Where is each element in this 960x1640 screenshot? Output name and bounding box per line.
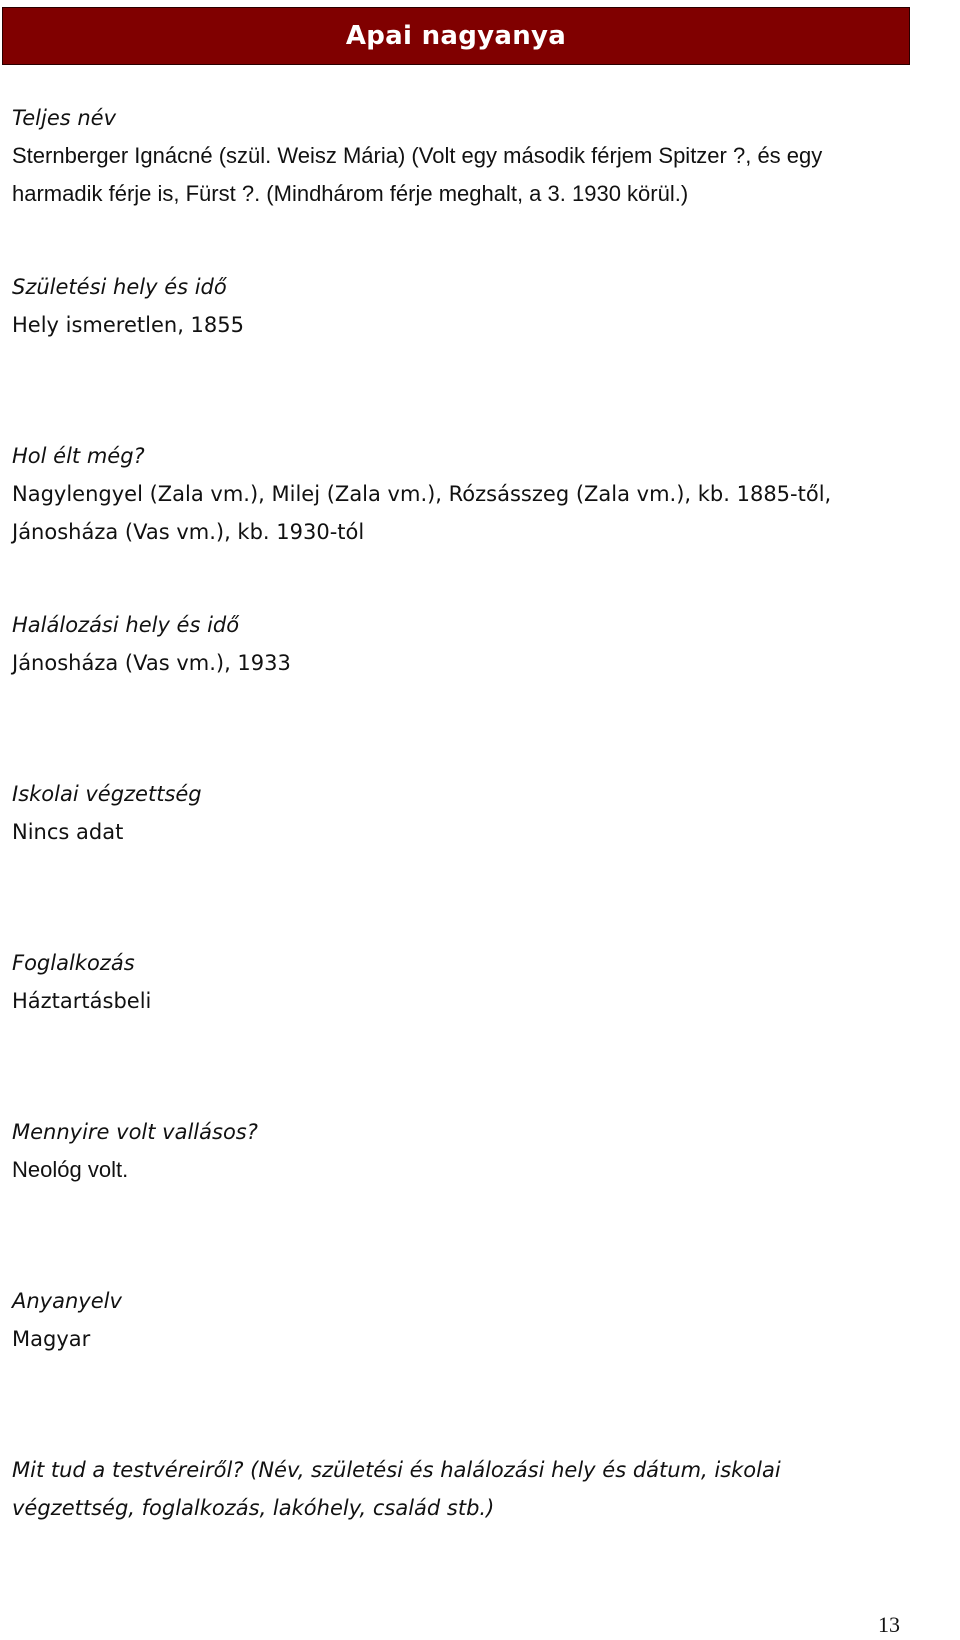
education-label: Iskolai végzettség: [12, 782, 202, 806]
full-name-label: Teljes név: [12, 106, 117, 130]
birth-section: [12, 268, 902, 344]
siblings-label: Mit tud a testvéreiről? (Név, születési és halálozási hely és dátum, iskolai végzettség, foglalkozás, lakóhely, család stb.): [12, 1458, 781, 1520]
education-section: [12, 775, 902, 851]
religiosity-value: Neológ volt.: [12, 1157, 129, 1182]
mother-tongue-label: Anyanyelv: [12, 1289, 122, 1313]
occupation-label: Foglalkozás: [12, 951, 135, 975]
section-header-bar: [2, 7, 910, 65]
death-section: [12, 606, 902, 682]
mother-tongue-section: [12, 1282, 902, 1358]
full-name-value: Sternberger Ignácné (szül. Weisz Mária) (Volt egy második férjem Spitzer ?, és egy harmadik férje is, Fürst ?. (Mindhárom férje meghalt, a 3. 1930 körül.): [12, 143, 823, 206]
religiosity-section: [12, 1113, 902, 1189]
page-number: 13: [878, 1612, 900, 1637]
residence-section: [12, 437, 902, 551]
residence-label: Hol élt még?: [12, 444, 145, 468]
death-value: Jánosháza (Vas vm.), 1933: [12, 651, 291, 675]
full-name-section: [12, 99, 902, 213]
occupation-value: Háztartásbeli: [12, 989, 152, 1013]
residence-value: Nagylengyel (Zala vm.), Milej (Zala vm.), Rózsásszeg (Zala vm.), kb. 1885-től, Jánosháza (Vas vm.), kb. 1930-tól: [12, 482, 832, 544]
section-title: Apai nagyanya: [345, 21, 567, 51]
mother-tongue-value: Magyar: [12, 1327, 91, 1351]
death-label: Halálozási hely és idő: [12, 613, 240, 637]
siblings-section: [12, 1451, 842, 1527]
birth-value: Hely ismeretlen, 1855: [12, 313, 244, 337]
birth-label: Születési hely és idő: [12, 275, 227, 299]
occupation-section: [12, 944, 902, 1020]
education-value: Nincs adat: [12, 820, 124, 844]
religiosity-label: Mennyire volt vallásos?: [12, 1120, 258, 1144]
